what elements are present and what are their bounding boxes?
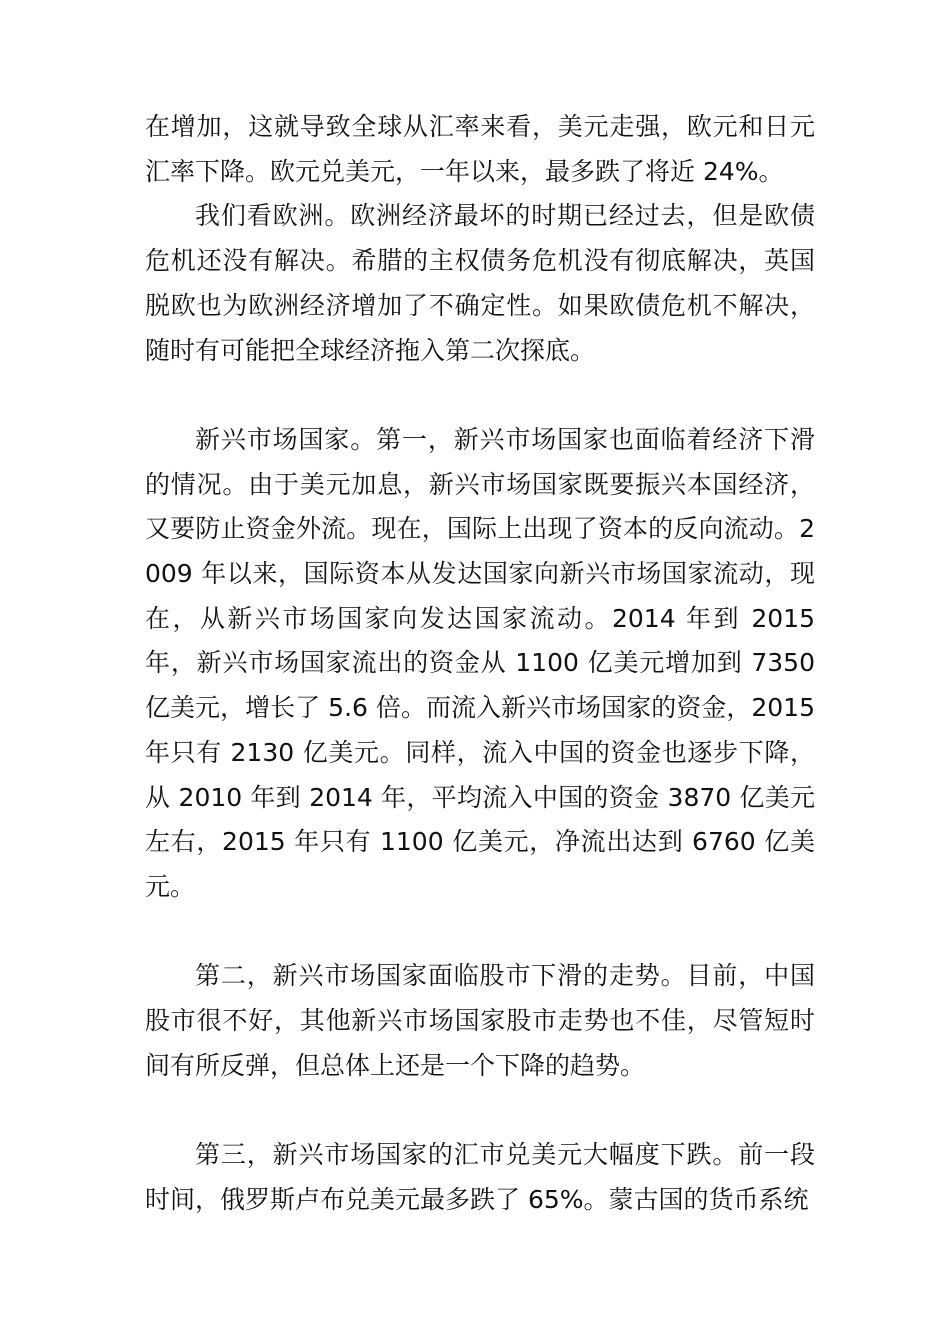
paragraph-1: 在增加，这就导致全球从汇率来看，美元走强，欧元和日元汇率下降。欧元兑美元，一年以来，最多跌了将近 24%。 [145,112,815,186]
document-page [145,105,815,1223]
paragraph-5: 第三，新兴市场国家的汇市兑美元大幅度下跌。前一段时间，俄罗斯卢布兑美元最多跌了 65%。蒙古国的货币系统 [145,1140,815,1214]
paragraph-4: 第二，新兴市场国家面临股市下滑的走势。目前，中国股市很不好，其他新兴市场国家股市走势也不佳，尽管短时间有所反弹，但总体上还是一个下降的趋势。 [145,961,815,1080]
paragraph-3: 新兴市场国家。第一，新兴市场国家也面临着经济下滑的情况。由于美元加息，新兴市场国家既要振兴本国经济，又要防止资金外流。现在，国际上出现了资本的反向流动。2009 年以来，国际资本从发达国家向新兴市场国家流动，现在，从新兴市场国家向发达国家流动。2014 年到 2015 年，新兴市场国家流出的资金从 1100 亿美元增加到 7350 亿美元，增长了 5.6 倍。而流入新兴市场国家的资金，2015 年只有 2130 亿美元。同样，流入中国的资金也逐步下降，从 2010 年到 2014 年，平均流入中国的资金 3870 亿美元左右，2015 年只有 1100 亿美元，净流出达到 6760 亿美元。 [145,424,815,901]
paragraph-2: 我们看欧洲。欧洲经济最坏的时期已经过去，但是欧债危机还没有解决。希腊的主权债务危机没有彻底解决，英国脱欧也为欧洲经济增加了不确定性。如果欧债危机不解决，随时有可能把全球经济拖入第二次探底。 [145,201,815,365]
